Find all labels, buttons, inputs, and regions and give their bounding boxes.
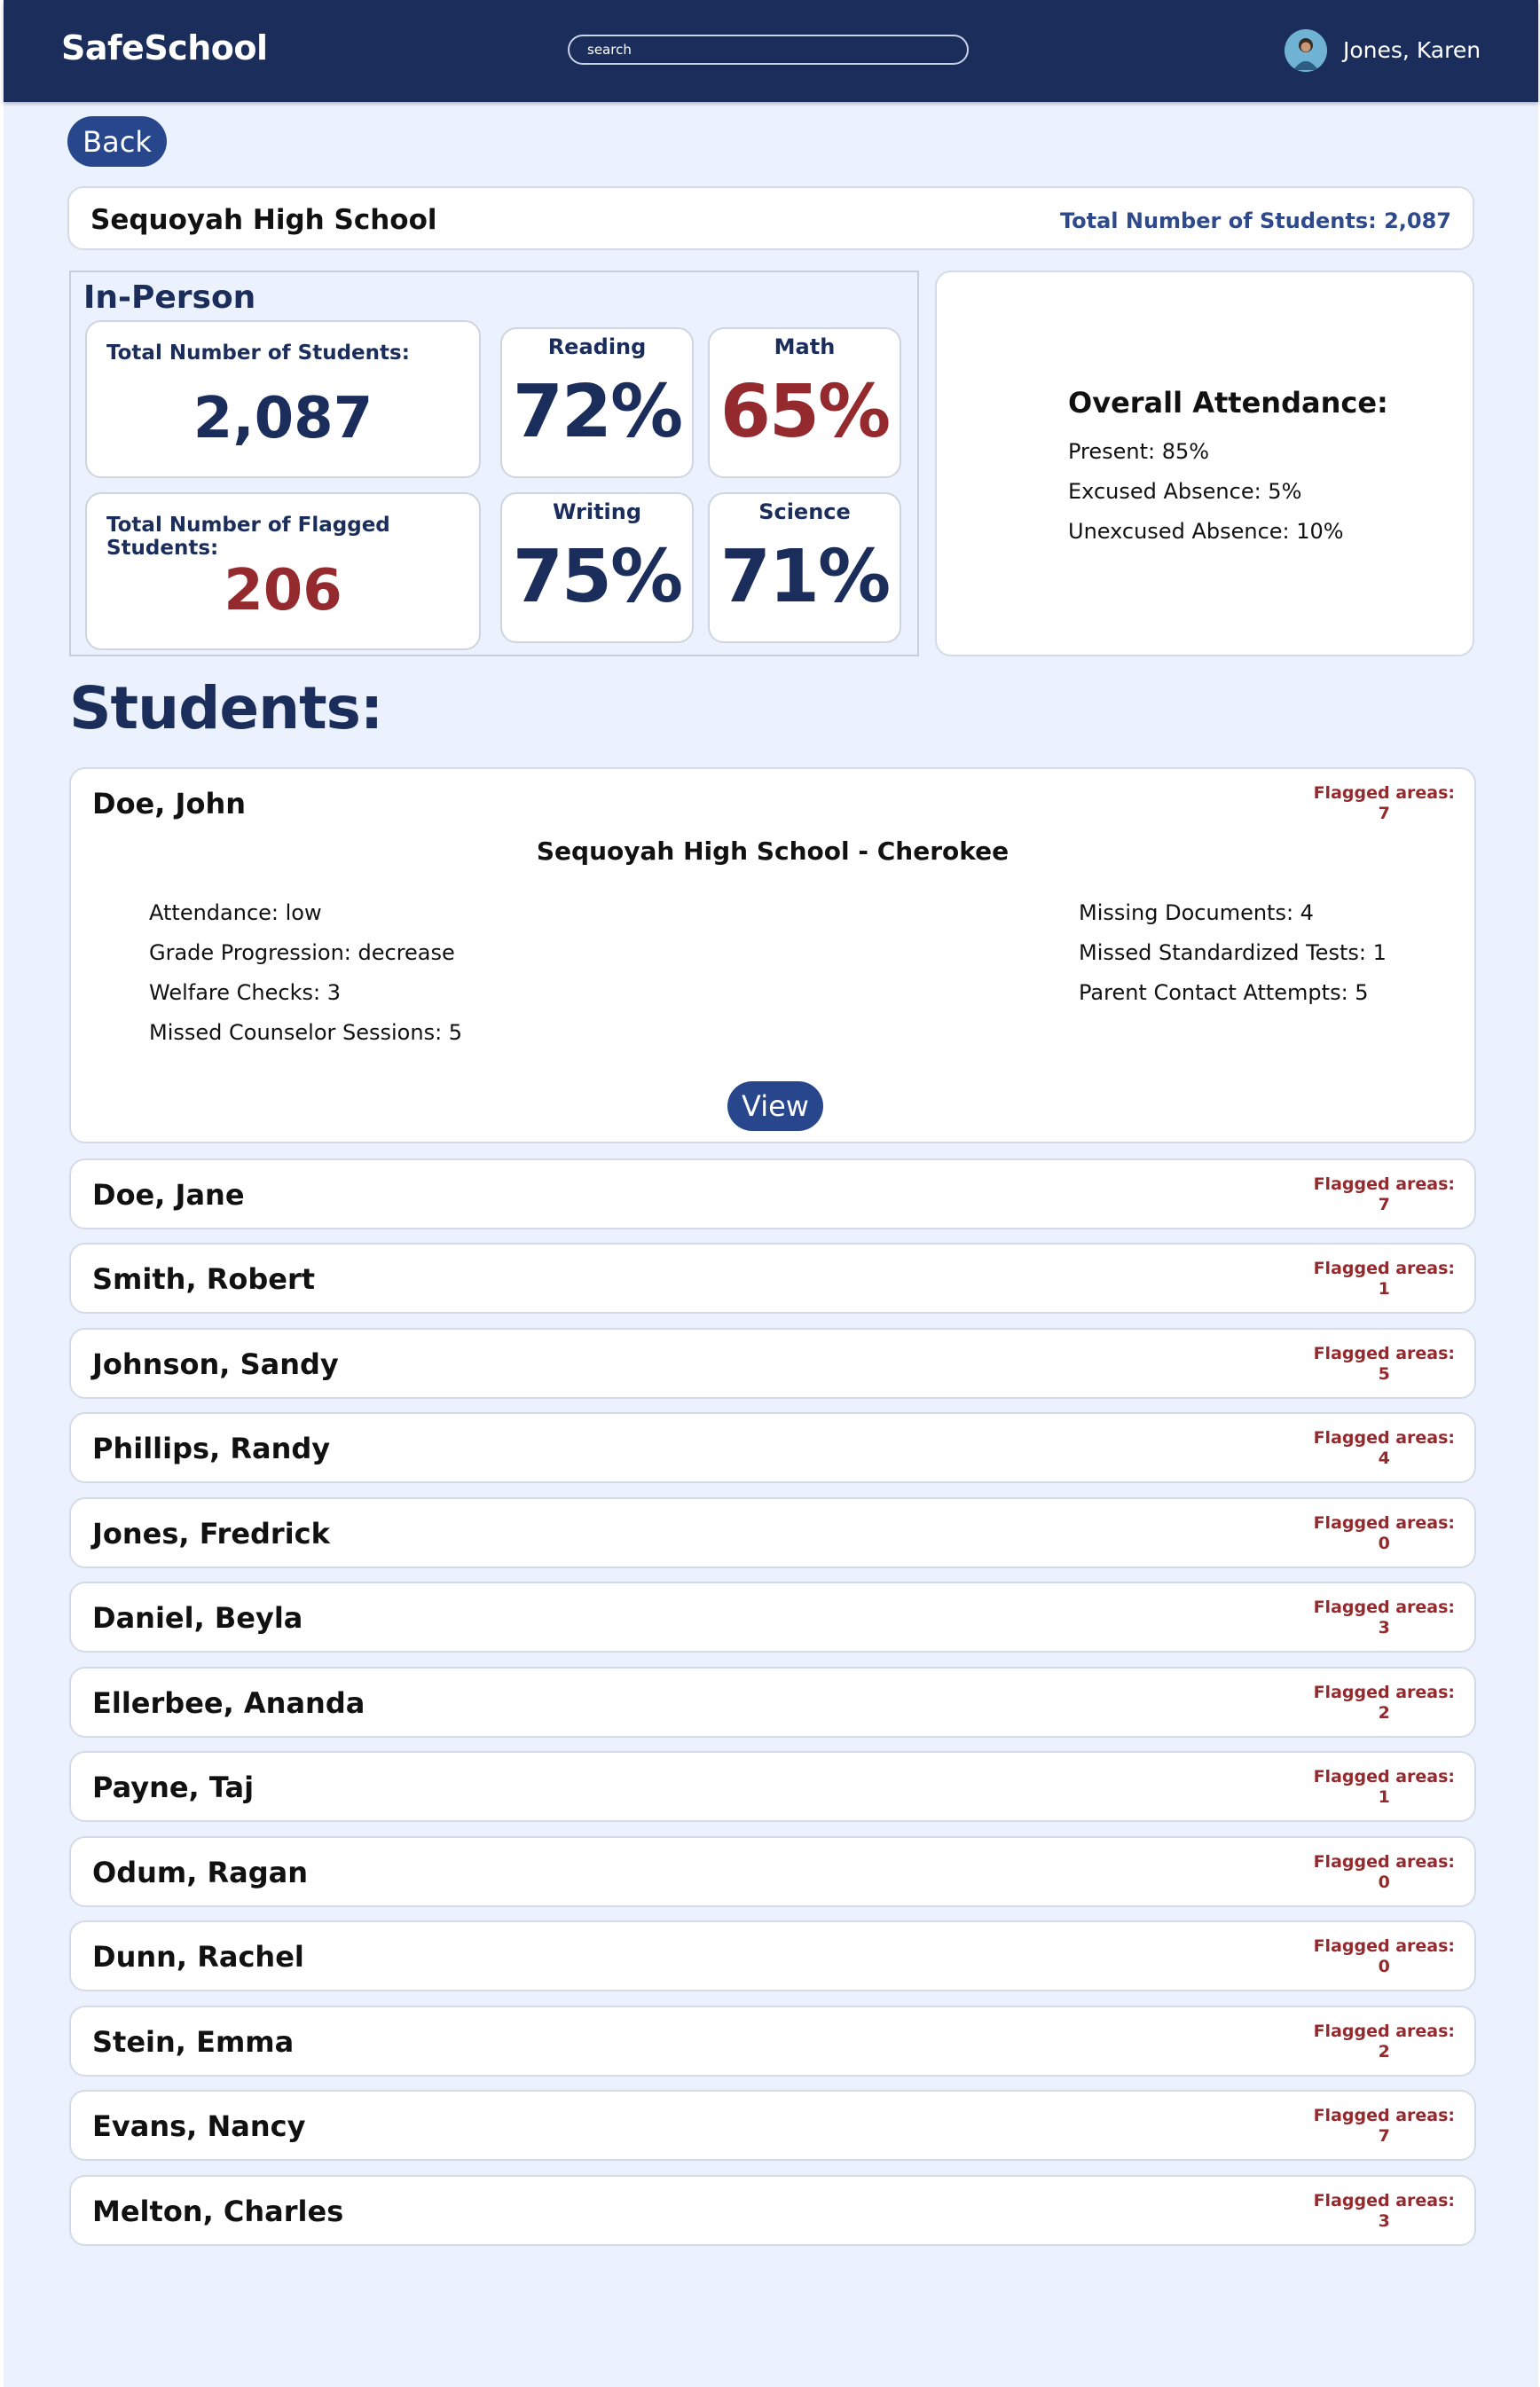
flagged-areas-label: Flagged areas: — [1313, 1852, 1455, 1872]
student-name: Odum, Ragan — [92, 1856, 309, 1889]
flagged-areas-label: Flagged areas: — [1313, 1683, 1455, 1702]
detail-missed-counselor-sessions: Missed Counselor Sessions: 5 — [149, 1020, 463, 1045]
flagged-areas-label: Flagged areas: — [1313, 1174, 1455, 1194]
student-name: Stein, Emma — [92, 2025, 295, 2059]
student-name: Doe, John — [92, 787, 246, 821]
student-name: Johnson, Sandy — [92, 1347, 339, 1381]
school-total-students: Total Number of Students: 2,087 — [1059, 208, 1451, 233]
detail-attendance: Attendance: low — [149, 900, 322, 925]
flagged-areas — [1314, 2191, 1455, 2232]
flagged-areas-count: 1 — [1378, 1787, 1390, 1807]
total-students-label: Total Number of Students: — [106, 342, 410, 365]
page — [4, 0, 1538, 2387]
flagged-areas-count: 7 — [1378, 804, 1390, 823]
flagged-areas-label: Flagged areas: — [1313, 1598, 1455, 1617]
math-value: 65% — [719, 370, 890, 454]
flagged-areas-count: 3 — [1378, 2211, 1390, 2231]
flagged-areas-label: Flagged areas: — [1313, 783, 1455, 803]
user-name[interactable]: Jones, Karen — [1343, 37, 1481, 63]
students-heading: Students: — [69, 674, 383, 742]
student-name: Ellerbee, Ananda — [92, 1686, 365, 1720]
attendance-card — [935, 271, 1474, 656]
flagged-areas — [1314, 1428, 1455, 1469]
student-row[interactable] — [69, 2090, 1476, 2161]
student-name: Doe, Jane — [92, 1178, 245, 1212]
flagged-areas-label: Flagged areas: — [1313, 1767, 1455, 1786]
student-row[interactable] — [69, 1243, 1476, 1314]
science-label: Science — [758, 499, 851, 524]
school-name: Sequoyah High School — [90, 204, 437, 236]
flagged-areas-label: Flagged areas: — [1313, 2022, 1455, 2041]
flagged-areas — [1314, 1598, 1455, 1638]
flagged-areas — [1314, 783, 1455, 824]
student-row[interactable] — [69, 1412, 1476, 1483]
detail-missed-standardized-tests: Missed Standardized Tests: 1 — [1079, 940, 1387, 965]
detail-parent-contact-attempts: Parent Contact Attempts: 5 — [1079, 980, 1369, 1005]
student-school: Sequoyah High School - Cherokee — [536, 836, 1010, 866]
flagged-areas-label: Flagged areas: — [1313, 1936, 1455, 1956]
flagged-areas-label: Flagged areas: — [1313, 2106, 1455, 2125]
detail-missing-documents: Missing Documents: 4 — [1079, 900, 1314, 925]
flagged-areas — [1314, 2022, 1455, 2062]
flagged-areas — [1314, 1936, 1455, 1977]
writing-card — [500, 492, 694, 643]
flagged-areas-count: 0 — [1378, 1534, 1390, 1553]
back-button[interactable]: Back — [67, 116, 167, 167]
science-card — [708, 492, 901, 643]
attendance-unexcused: Unexcused Absence: 10% — [1068, 519, 1344, 544]
attendance-title: Overall Attendance: — [1068, 386, 1388, 420]
student-row[interactable] — [69, 1158, 1476, 1229]
flagged-areas — [1314, 1767, 1455, 1808]
flagged-students-label: Total Number of Flagged Students: — [106, 514, 390, 560]
student-row[interactable] — [69, 1920, 1476, 1991]
app-logo[interactable]: SafeSchool — [61, 28, 268, 67]
flagged-areas-label: Flagged areas: — [1313, 2191, 1455, 2210]
student-row[interactable] — [69, 1328, 1476, 1399]
view-button[interactable]: View — [727, 1081, 823, 1131]
total-students-card — [85, 320, 481, 478]
math-label: Math — [774, 334, 836, 359]
writing-value: 75% — [512, 535, 682, 619]
school-summary-bar — [67, 186, 1474, 250]
attendance-present: Present: 85% — [1068, 439, 1210, 464]
top-header — [4, 0, 1538, 102]
flagged-areas — [1314, 1259, 1455, 1300]
flagged-areas-count: 2 — [1378, 1703, 1390, 1723]
flagged-areas-count: 7 — [1378, 1195, 1390, 1214]
flagged-areas — [1314, 1344, 1455, 1385]
flagged-students-card — [85, 492, 481, 650]
flagged-areas — [1314, 1683, 1455, 1724]
flagged-students-value: 206 — [224, 558, 342, 624]
flagged-areas — [1314, 2106, 1455, 2147]
writing-label: Writing — [552, 499, 642, 524]
flagged-areas — [1314, 1852, 1455, 1893]
math-card — [708, 327, 901, 478]
student-card-expanded[interactable] — [69, 767, 1476, 1143]
in-person-title: In-Person — [83, 279, 256, 316]
student-name: Jones, Fredrick — [92, 1517, 330, 1551]
flagged-areas-count: 5 — [1378, 1364, 1390, 1384]
student-name: Smith, Robert — [92, 1262, 316, 1296]
total-students-value: 2,087 — [192, 386, 373, 451]
student-row[interactable] — [69, 2006, 1476, 2077]
flagged-areas-label: Flagged areas: — [1313, 1513, 1455, 1533]
student-row[interactable] — [69, 1667, 1476, 1738]
detail-grade-progression: Grade Progression: decrease — [149, 940, 455, 965]
detail-welfare-checks: Welfare Checks: 3 — [149, 980, 341, 1005]
reading-value: 72% — [512, 370, 682, 454]
flagged-areas-count: 0 — [1378, 1957, 1390, 1976]
student-name: Evans, Nancy — [92, 2109, 306, 2143]
avatar-person-icon — [1285, 29, 1327, 72]
flagged-areas-count: 2 — [1378, 2042, 1390, 2061]
flagged-areas-label: Flagged areas: — [1313, 1428, 1455, 1448]
student-row[interactable] — [69, 1836, 1476, 1907]
flagged-areas-label: Flagged areas: — [1313, 1259, 1455, 1278]
in-person-panel — [69, 271, 919, 656]
student-name: Phillips, Randy — [92, 1432, 331, 1465]
flagged-areas — [1314, 1174, 1455, 1215]
student-name: Payne, Taj — [92, 1771, 255, 1804]
flagged-areas-label: Flagged areas: — [1313, 1344, 1455, 1363]
reading-card — [500, 327, 694, 478]
student-row[interactable] — [69, 1582, 1476, 1653]
flagged-areas — [1314, 1513, 1455, 1554]
flagged-areas-count: 1 — [1378, 1279, 1390, 1299]
attendance-excused: Excused Absence: 5% — [1068, 479, 1302, 504]
science-value: 71% — [719, 535, 890, 619]
reading-label: Reading — [547, 334, 647, 359]
student-name: Daniel, Beyla — [92, 1601, 303, 1635]
student-row[interactable] — [69, 1497, 1476, 1568]
flagged-areas-count: 7 — [1378, 2126, 1390, 2146]
student-name: Melton, Charles — [92, 2195, 344, 2228]
search-input[interactable] — [568, 35, 969, 65]
flagged-areas-count: 3 — [1378, 1618, 1390, 1637]
student-row[interactable] — [69, 1751, 1476, 1822]
flagged-areas-count: 0 — [1378, 1873, 1390, 1892]
student-row[interactable] — [69, 2175, 1476, 2246]
user-avatar[interactable] — [1285, 29, 1327, 72]
student-name: Dunn, Rachel — [92, 1940, 304, 1974]
flagged-areas-count: 4 — [1378, 1449, 1390, 1468]
